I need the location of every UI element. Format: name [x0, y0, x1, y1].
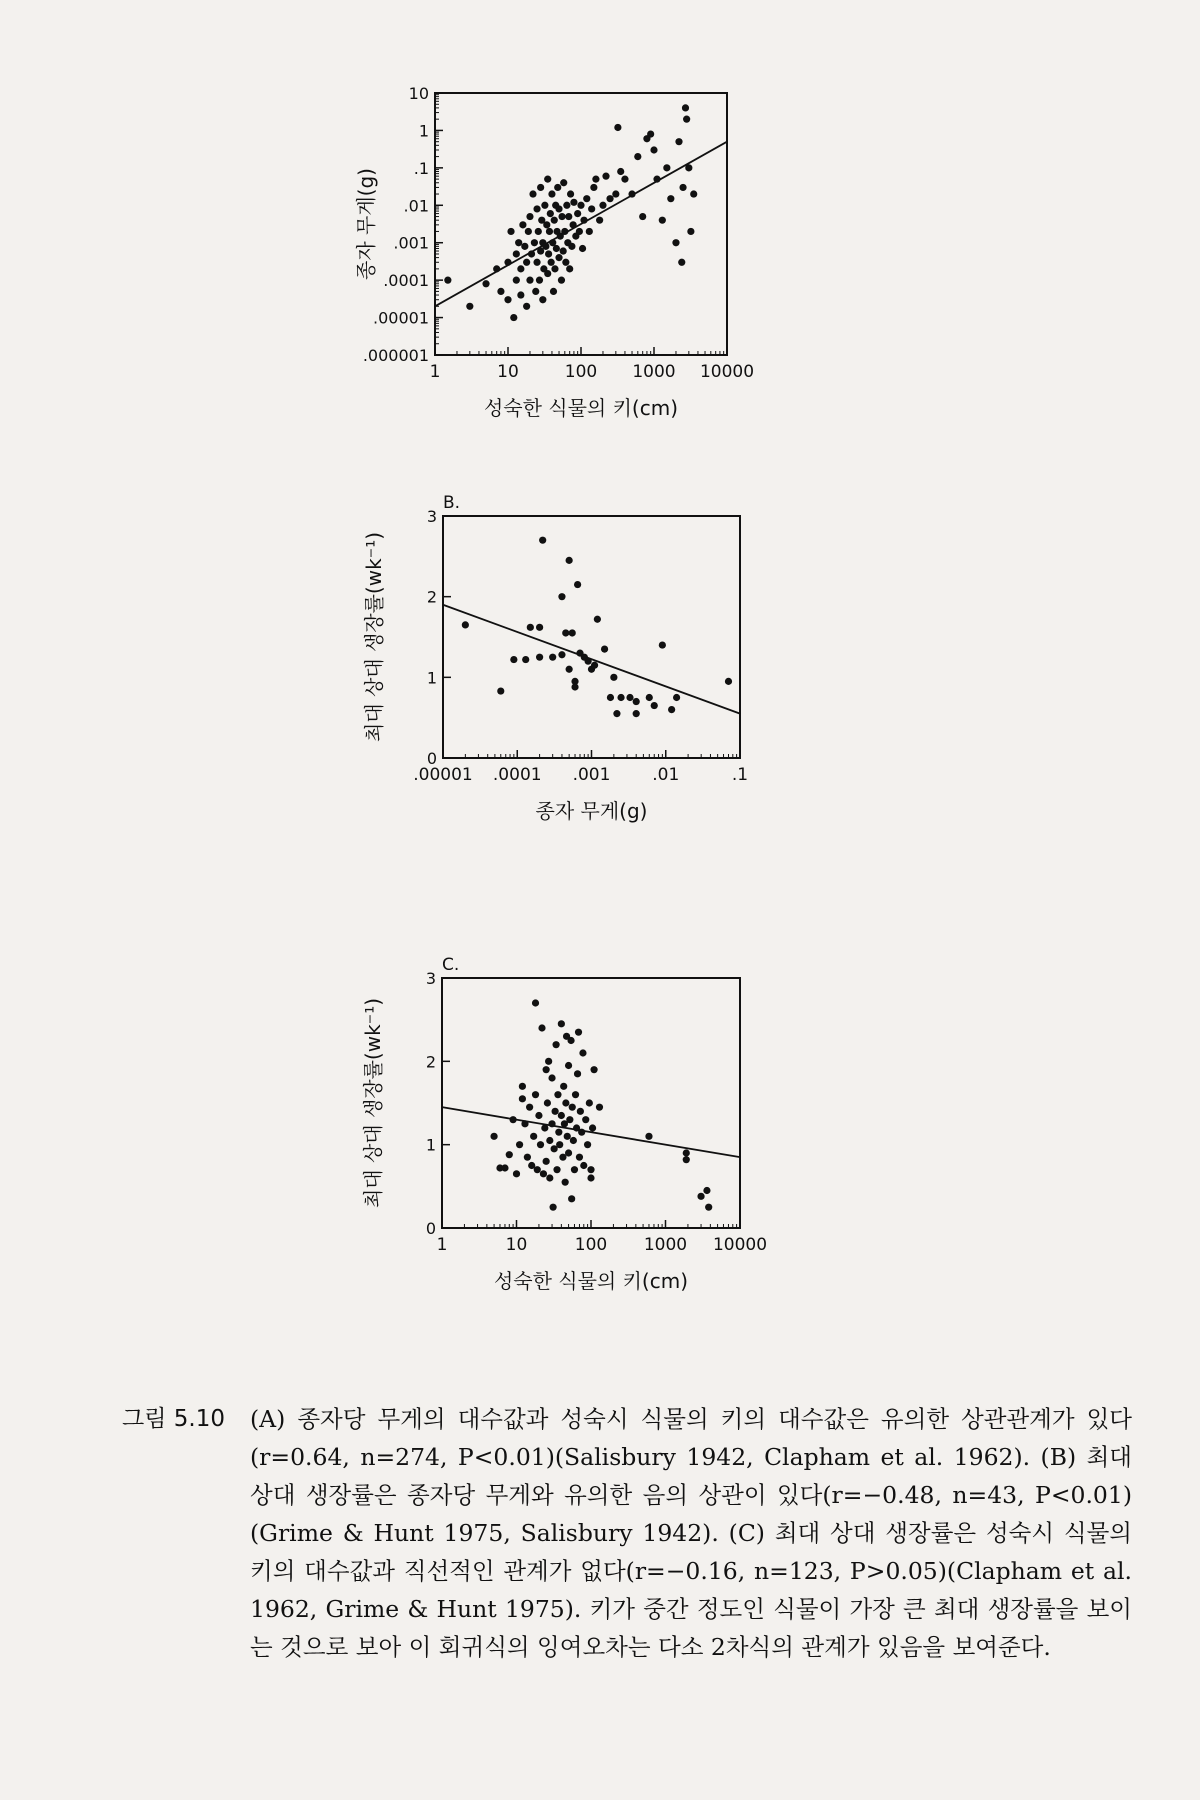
data-point — [580, 1162, 587, 1169]
data-point — [553, 1166, 560, 1173]
x-tick-label: 100 — [564, 362, 598, 382]
data-point — [510, 314, 517, 321]
data-point — [645, 1133, 652, 1140]
chart-svg — [362, 490, 780, 830]
data-point — [526, 213, 533, 220]
data-point — [515, 239, 522, 246]
data-point — [537, 1141, 544, 1148]
figure-label: 그림 5.10 — [122, 1406, 225, 1432]
data-point — [673, 694, 680, 701]
data-point — [584, 1141, 591, 1148]
data-point — [663, 164, 670, 171]
data-point — [527, 624, 534, 631]
data-point — [529, 190, 536, 197]
data-point — [532, 288, 539, 295]
data-point — [524, 1154, 531, 1161]
data-point — [522, 656, 529, 663]
data-point — [586, 228, 593, 235]
chart-b — [362, 490, 780, 835]
data-point — [546, 1174, 553, 1181]
y-axis-label: 종자 무게(g) — [354, 168, 378, 280]
data-point — [556, 1141, 563, 1148]
data-point — [567, 190, 574, 197]
data-point — [576, 1154, 583, 1161]
data-point — [683, 1149, 690, 1156]
data-point — [564, 1133, 571, 1140]
data-point — [687, 228, 694, 235]
x-tick-label: 1 — [436, 1235, 448, 1255]
data-point — [551, 217, 558, 224]
y-tick-label: 0 — [425, 1219, 436, 1238]
data-point — [516, 1141, 523, 1148]
x-tick-label: 1000 — [643, 1235, 688, 1255]
data-point — [510, 656, 517, 663]
data-point — [543, 221, 550, 228]
data-point — [683, 116, 690, 123]
data-point — [555, 1129, 562, 1136]
data-point — [634, 153, 641, 160]
data-point — [565, 1149, 572, 1156]
data-point — [532, 1091, 539, 1098]
data-point — [562, 1099, 569, 1106]
x-tick-label: .00001 — [413, 765, 473, 785]
x-axis-label: 종자 무게(g) — [535, 799, 648, 823]
data-point — [554, 1091, 561, 1098]
data-point — [513, 1170, 520, 1177]
data-point — [561, 228, 568, 235]
data-point — [579, 1049, 586, 1056]
data-point — [653, 176, 660, 183]
data-point — [575, 1029, 582, 1036]
data-point — [490, 1133, 497, 1140]
data-point — [668, 706, 675, 713]
y-axis-label: 최대 상대 생장률(wk⁻¹) — [361, 997, 385, 1209]
data-point — [594, 616, 601, 623]
x-tick-label: 10000 — [699, 362, 755, 382]
data-point — [562, 629, 569, 636]
data-point — [562, 1179, 569, 1186]
y-tick-label: .00001 — [373, 308, 429, 328]
data-point — [536, 654, 543, 661]
data-point — [548, 259, 555, 266]
data-point — [683, 1156, 690, 1163]
data-point — [569, 1104, 576, 1111]
data-point — [548, 190, 555, 197]
data-point — [558, 651, 565, 658]
data-point — [546, 1137, 553, 1144]
data-point — [532, 999, 539, 1006]
data-point — [519, 1095, 526, 1102]
data-point — [580, 217, 587, 224]
data-point — [560, 1083, 567, 1090]
data-point — [607, 694, 614, 701]
data-point — [568, 1195, 575, 1202]
data-point — [554, 184, 561, 191]
data-point — [583, 195, 590, 202]
data-point — [536, 624, 543, 631]
data-point — [586, 1099, 593, 1106]
y-tick-label: 1 — [425, 1135, 436, 1155]
data-point — [679, 184, 686, 191]
data-point — [563, 202, 570, 209]
data-point — [560, 179, 567, 186]
y-tick-label: .0001 — [383, 271, 429, 291]
data-point — [697, 1193, 704, 1200]
data-point — [577, 1108, 584, 1115]
data-point — [592, 176, 599, 183]
y-tick-label: .1 — [413, 158, 429, 178]
plot-frame — [443, 516, 740, 758]
data-point — [705, 1204, 712, 1211]
panel-label: B. — [443, 493, 461, 513]
data-point — [614, 124, 621, 131]
data-point — [533, 205, 540, 212]
chart-svg — [361, 955, 800, 1293]
data-point — [566, 666, 573, 673]
data-point — [571, 1166, 578, 1173]
x-tick-label: 10000 — [712, 1235, 768, 1255]
panel-label: C. — [442, 955, 460, 975]
data-point — [545, 250, 552, 257]
data-point — [678, 259, 685, 266]
data-point — [591, 662, 598, 669]
data-point — [544, 176, 551, 183]
data-point — [574, 581, 581, 588]
data-point — [550, 288, 557, 295]
data-point — [672, 239, 679, 246]
data-point — [585, 658, 592, 665]
data-point — [558, 1112, 565, 1119]
data-point — [519, 221, 526, 228]
y-tick-label: 10 — [408, 84, 429, 103]
data-point — [617, 168, 624, 175]
data-point — [628, 190, 635, 197]
data-point — [682, 104, 689, 111]
data-point — [690, 190, 697, 197]
data-point — [482, 280, 489, 287]
data-point — [703, 1187, 710, 1194]
data-point — [659, 641, 666, 648]
data-point — [570, 199, 577, 206]
data-point — [659, 217, 666, 224]
x-tick-label: .0001 — [492, 765, 542, 785]
data-point — [444, 277, 451, 284]
data-point — [519, 1083, 526, 1090]
data-point — [560, 247, 567, 254]
data-point — [558, 593, 565, 600]
data-point — [574, 1070, 581, 1077]
data-point — [544, 1099, 551, 1106]
data-point — [493, 265, 500, 272]
data-point — [590, 1066, 597, 1073]
data-point — [547, 210, 554, 217]
data-point — [587, 1166, 594, 1173]
x-tick-label: .001 — [572, 765, 611, 785]
y-tick-label: 3 — [425, 969, 436, 988]
data-point — [462, 621, 469, 628]
y-tick-label: 0 — [426, 749, 437, 768]
data-point — [497, 687, 504, 694]
y-tick-label: 2 — [425, 1052, 436, 1072]
x-tick-label: 100 — [574, 1235, 608, 1255]
data-point — [610, 674, 617, 681]
data-point — [548, 1120, 555, 1127]
data-point — [541, 1124, 548, 1131]
data-point — [569, 629, 576, 636]
x-tick-label: .01 — [652, 765, 680, 785]
y-tick-label: .01 — [403, 196, 429, 216]
data-point — [639, 213, 646, 220]
data-point — [577, 202, 584, 209]
data-point — [545, 1058, 552, 1065]
data-point — [497, 288, 504, 295]
data-point — [647, 130, 654, 137]
chart-a — [354, 84, 780, 423]
chart-svg — [354, 84, 780, 420]
data-point — [517, 265, 524, 272]
data-point — [531, 239, 538, 246]
x-tick-label: 1 — [429, 362, 441, 382]
y-tick-label: 1 — [418, 121, 429, 141]
data-point — [552, 1041, 559, 1048]
data-point — [568, 243, 575, 250]
data-point — [567, 1037, 574, 1044]
data-point — [466, 303, 473, 310]
x-tick-label: 10 — [497, 362, 519, 382]
data-point — [675, 138, 682, 145]
data-point — [544, 270, 551, 277]
data-point — [599, 202, 606, 209]
data-point — [589, 1124, 596, 1131]
y-tick-label: 2 — [426, 587, 437, 607]
data-point — [546, 228, 553, 235]
data-point — [613, 710, 620, 717]
data-point — [582, 1116, 589, 1123]
data-point — [558, 1020, 565, 1027]
x-axis-label: 성숙한 식물의 키(cm) — [493, 1269, 689, 1293]
data-point — [562, 259, 569, 266]
data-point — [501, 1164, 508, 1171]
data-point — [525, 228, 532, 235]
y-tick-label: 1 — [426, 668, 437, 688]
data-point — [555, 254, 562, 261]
data-point — [566, 265, 573, 272]
x-tick-label: .1 — [731, 765, 749, 785]
data-point — [578, 1129, 585, 1136]
data-point — [526, 277, 533, 284]
data-point — [646, 694, 653, 701]
data-point — [555, 205, 562, 212]
data-point — [509, 1116, 516, 1123]
data-point — [521, 243, 528, 250]
data-point — [537, 184, 544, 191]
data-point — [535, 228, 542, 235]
data-point — [596, 1104, 603, 1111]
data-point — [572, 1091, 579, 1098]
data-point — [541, 202, 548, 209]
data-point — [540, 1170, 547, 1177]
data-point — [550, 1204, 557, 1211]
data-point — [579, 245, 586, 252]
data-point — [549, 654, 556, 661]
data-point — [650, 146, 657, 153]
y-tick-label: 3 — [426, 507, 437, 526]
y-tick-label: .001 — [393, 233, 429, 253]
data-point — [558, 277, 565, 284]
chart-c — [361, 955, 800, 1293]
caption-text: (A) 종자당 무게의 대수값과 성숙시 식물의 키의 대수값은 유의한 상관관계가 있다 (r=0.64, n=274, P<0.01)(Salisbury 1942, Clapham et al. 1962). (B) 최대 상대 생장률은 종자당 무게와 유의한 음의 상관이 있다(r=−0.48, n=43, P<0.01)(Grime & Hunt 1975, Salisbury 1942). (C) 최대 상대 생장률은 성숙시 식물의 키의 대수값과 직선적인 관계가 없다(r=−0.16, n=123, P>0.05)(Clapham et al. 1962, Grime & Hunt 1975). 키가 중간 정도인 식물이 가장 큰 최대 생장률을 보이는 것으로 보아 이 회귀식의 잉여오차는 다소 2차식의 관계가 있음을 보여준다. — [250, 1405, 1132, 1661]
data-point — [543, 1158, 550, 1165]
regression-line — [443, 605, 740, 714]
data-point — [539, 537, 546, 544]
data-point — [551, 265, 558, 272]
data-point — [507, 228, 514, 235]
data-point — [570, 221, 577, 228]
data-point — [528, 250, 535, 257]
data-point — [536, 277, 543, 284]
data-point — [612, 190, 619, 197]
data-point — [513, 250, 520, 257]
data-point — [523, 303, 530, 310]
data-point — [565, 1062, 572, 1069]
data-point — [521, 1120, 528, 1127]
data-point — [621, 176, 628, 183]
data-point — [548, 1074, 555, 1081]
data-point — [633, 698, 640, 705]
data-point — [513, 277, 520, 284]
data-point — [538, 1024, 545, 1031]
data-point — [504, 296, 511, 303]
data-point — [596, 217, 603, 224]
data-point — [633, 710, 640, 717]
data-point — [565, 213, 572, 220]
regression-line — [435, 142, 727, 307]
data-point — [553, 245, 560, 252]
data-point — [574, 210, 581, 217]
data-point — [685, 164, 692, 171]
regression-line — [442, 1107, 740, 1157]
x-tick-label: 10 — [505, 1235, 528, 1255]
data-point — [533, 259, 540, 266]
data-point — [576, 228, 583, 235]
data-point — [542, 243, 549, 250]
data-point — [543, 1066, 550, 1073]
x-axis-label: 성숙한 식물의 키(cm) — [483, 396, 679, 420]
data-point — [667, 195, 674, 202]
data-point — [558, 213, 565, 220]
data-point — [530, 1133, 537, 1140]
data-point — [539, 296, 546, 303]
y-tick-label: .000001 — [362, 346, 429, 365]
data-point — [626, 694, 633, 701]
data-point — [590, 184, 597, 191]
data-point — [601, 646, 608, 653]
data-point — [617, 694, 624, 701]
data-point — [570, 1137, 577, 1144]
data-point — [535, 1112, 542, 1119]
data-point — [587, 1174, 594, 1181]
data-point — [571, 683, 578, 690]
data-point — [506, 1151, 513, 1158]
data-point — [534, 1166, 541, 1173]
data-point — [526, 1104, 533, 1111]
data-point — [588, 205, 595, 212]
x-tick-label: 1000 — [632, 362, 676, 382]
data-point — [552, 1108, 559, 1115]
data-point — [606, 195, 613, 202]
data-point — [523, 259, 530, 266]
figure-caption — [122, 1400, 1132, 1666]
data-point — [725, 678, 732, 685]
data-point — [602, 173, 609, 180]
data-point — [566, 1116, 573, 1123]
data-point — [651, 702, 658, 709]
data-point — [566, 557, 573, 564]
y-axis-label: 최대 상대 생장률(wk⁻¹) — [362, 531, 386, 743]
data-point — [517, 291, 524, 298]
data-point — [504, 259, 511, 266]
